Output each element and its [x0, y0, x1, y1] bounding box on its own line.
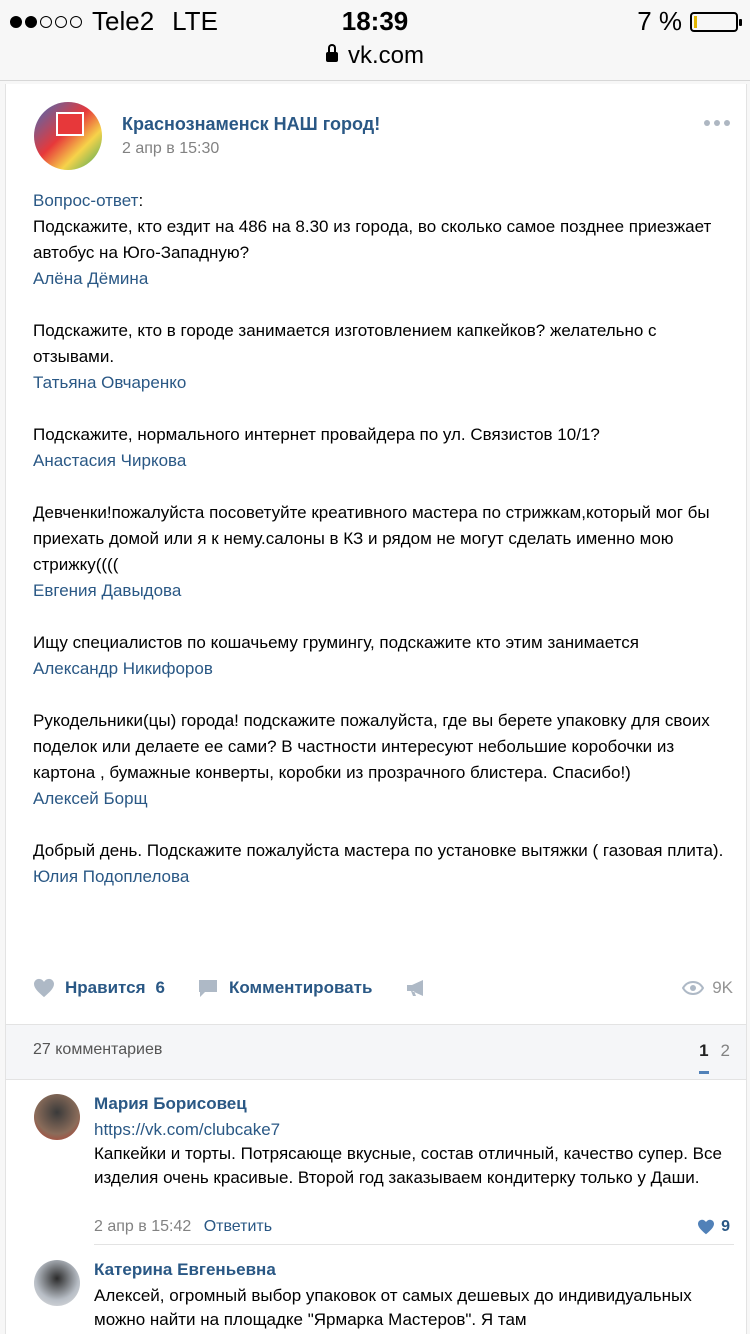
- question-item: Добрый день. Подскажите пожалуйста мастера по установке вытяжки ( газовая плита). Юлия Подоплелова: [33, 838, 733, 890]
- comments-pagination: [699, 1041, 730, 1074]
- question-item: Девченки!пожалуйста посоветуйте креативного мастера по стрижкам,который мог бы приехать домой или я к нему.салоны в КЗ и рядом не могут сделать именно мою стрижку(((( Евгения Давыдова: [33, 500, 733, 604]
- battery-icon: [690, 12, 738, 32]
- page-2-tab[interactable]: 2: [720, 1041, 730, 1060]
- question-author-link[interactable]: Александр Никифоров: [33, 659, 213, 678]
- page-1-tab[interactable]: 1: [699, 1041, 708, 1074]
- comment-text: Алексей, огромный выбор упаковок от самых дешевых до индивидуальных можно найти на площадке "Ярмарка Мастеров". Я там: [94, 1286, 692, 1329]
- reply-button[interactable]: Ответить: [203, 1218, 273, 1235]
- carrier-name: Tele2: [92, 6, 155, 36]
- question-author-link[interactable]: Евгения Давыдова: [33, 581, 182, 600]
- like-button[interactable]: [33, 978, 165, 998]
- like-count: 6: [155, 978, 165, 997]
- eye-icon: [682, 981, 704, 995]
- commenter-avatar[interactable]: [34, 1260, 80, 1306]
- clock: 18:39: [341, 6, 409, 36]
- heart-icon: [697, 1219, 715, 1235]
- question-author-link[interactable]: Татьяна Овчаренко: [33, 373, 187, 392]
- comment-button[interactable]: [197, 978, 372, 998]
- hashtag-link[interactable]: Вопрос-ответ: [33, 191, 139, 210]
- address-bar[interactable]: [0, 42, 750, 70]
- comment-like-count: 9: [721, 1218, 730, 1235]
- comment-date[interactable]: 2 апр в 15:42: [94, 1218, 192, 1235]
- post-intro: Вопрос-ответ:: [33, 191, 144, 210]
- comment-like-button[interactable]: [697, 1218, 730, 1236]
- lock-icon: [326, 52, 338, 62]
- comment-item: [6, 1090, 746, 1240]
- comment-author-link[interactable]: Катерина Евгеньевна: [94, 1260, 276, 1279]
- comment-text: https://vk.com/clubcake7 Капкейки и торты. Потрясающе вкусные, состав отличный, качество супер. Все изделия очень красивые. Второй год заказываем кондитерку только у Даши.: [94, 1118, 734, 1190]
- comment-author-link[interactable]: Мария Борисовец: [94, 1094, 247, 1113]
- commenter-avatar[interactable]: [34, 1094, 80, 1140]
- post-date[interactable]: 2 апр в 15:30: [122, 140, 220, 157]
- question-author-link[interactable]: Алёна Дёмина: [33, 269, 149, 288]
- question-author-link[interactable]: Анастасия Чиркова: [33, 451, 187, 470]
- heart-icon: [33, 978, 55, 998]
- comment-url-link[interactable]: https://vk.com/clubcake7: [94, 1120, 281, 1139]
- like-label: Нравится: [65, 978, 146, 997]
- comment-meta: [94, 1218, 272, 1236]
- network-type: LTE: [172, 6, 218, 36]
- question-item: Ищу специалистов по кошачьему грумингу, подскажите кто этим занимается Александр Никифоров: [33, 630, 733, 682]
- group-avatar[interactable]: [34, 102, 102, 170]
- megaphone-icon: [405, 978, 427, 998]
- views-counter: [682, 978, 733, 998]
- question-item: Подскажите, кто ездит на 486 на 8.30 из города, во сколько самое позднее приезжает автобус на Юго-Западную? Алёна Дёмина: [33, 214, 733, 292]
- question-author-link[interactable]: Алексей Борщ: [33, 789, 148, 808]
- more-options-icon[interactable]: [704, 120, 730, 126]
- comment-item: [6, 1256, 746, 1334]
- views-count: 9K: [712, 978, 733, 997]
- question-item: Подскажите, нормального интернет провайдера по ул. Связистов 10/1? Анастасия Чиркова: [33, 422, 733, 474]
- comment-divider: [94, 1244, 734, 1245]
- comment-label: Комментировать: [229, 978, 373, 997]
- battery-percent: 7 %: [637, 6, 682, 36]
- url-text: vk.com: [347, 42, 424, 69]
- comments-header: [6, 1024, 746, 1080]
- comments-count: 27 комментариев: [33, 1041, 163, 1058]
- question-author-link[interactable]: Юлия Подоплелова: [33, 867, 190, 886]
- comment-icon: [197, 978, 219, 998]
- status-bar: [0, 0, 750, 81]
- question-item: Подскажите, кто в городе занимается изготовлением капкейков? желательно с отзывами. Татьяна Овчаренко: [33, 318, 733, 396]
- post-actions: [33, 974, 733, 1010]
- post-card: [5, 84, 747, 1334]
- share-button[interactable]: [405, 978, 427, 998]
- battery-info: [637, 6, 738, 37]
- post-text: [33, 188, 733, 916]
- question-item: Рукодельники(цы) города! подскажите пожалуйста, где вы берете упаковку для своих поделок или делаете ее сами? В частности интересуют небольшие коробочки из картона , бумажные конверты, коробки из прозрачного блистера. Спасибо!) Алексей Борщ: [33, 708, 733, 812]
- group-name-link[interactable]: Краснознаменск НАШ город!: [122, 114, 381, 134]
